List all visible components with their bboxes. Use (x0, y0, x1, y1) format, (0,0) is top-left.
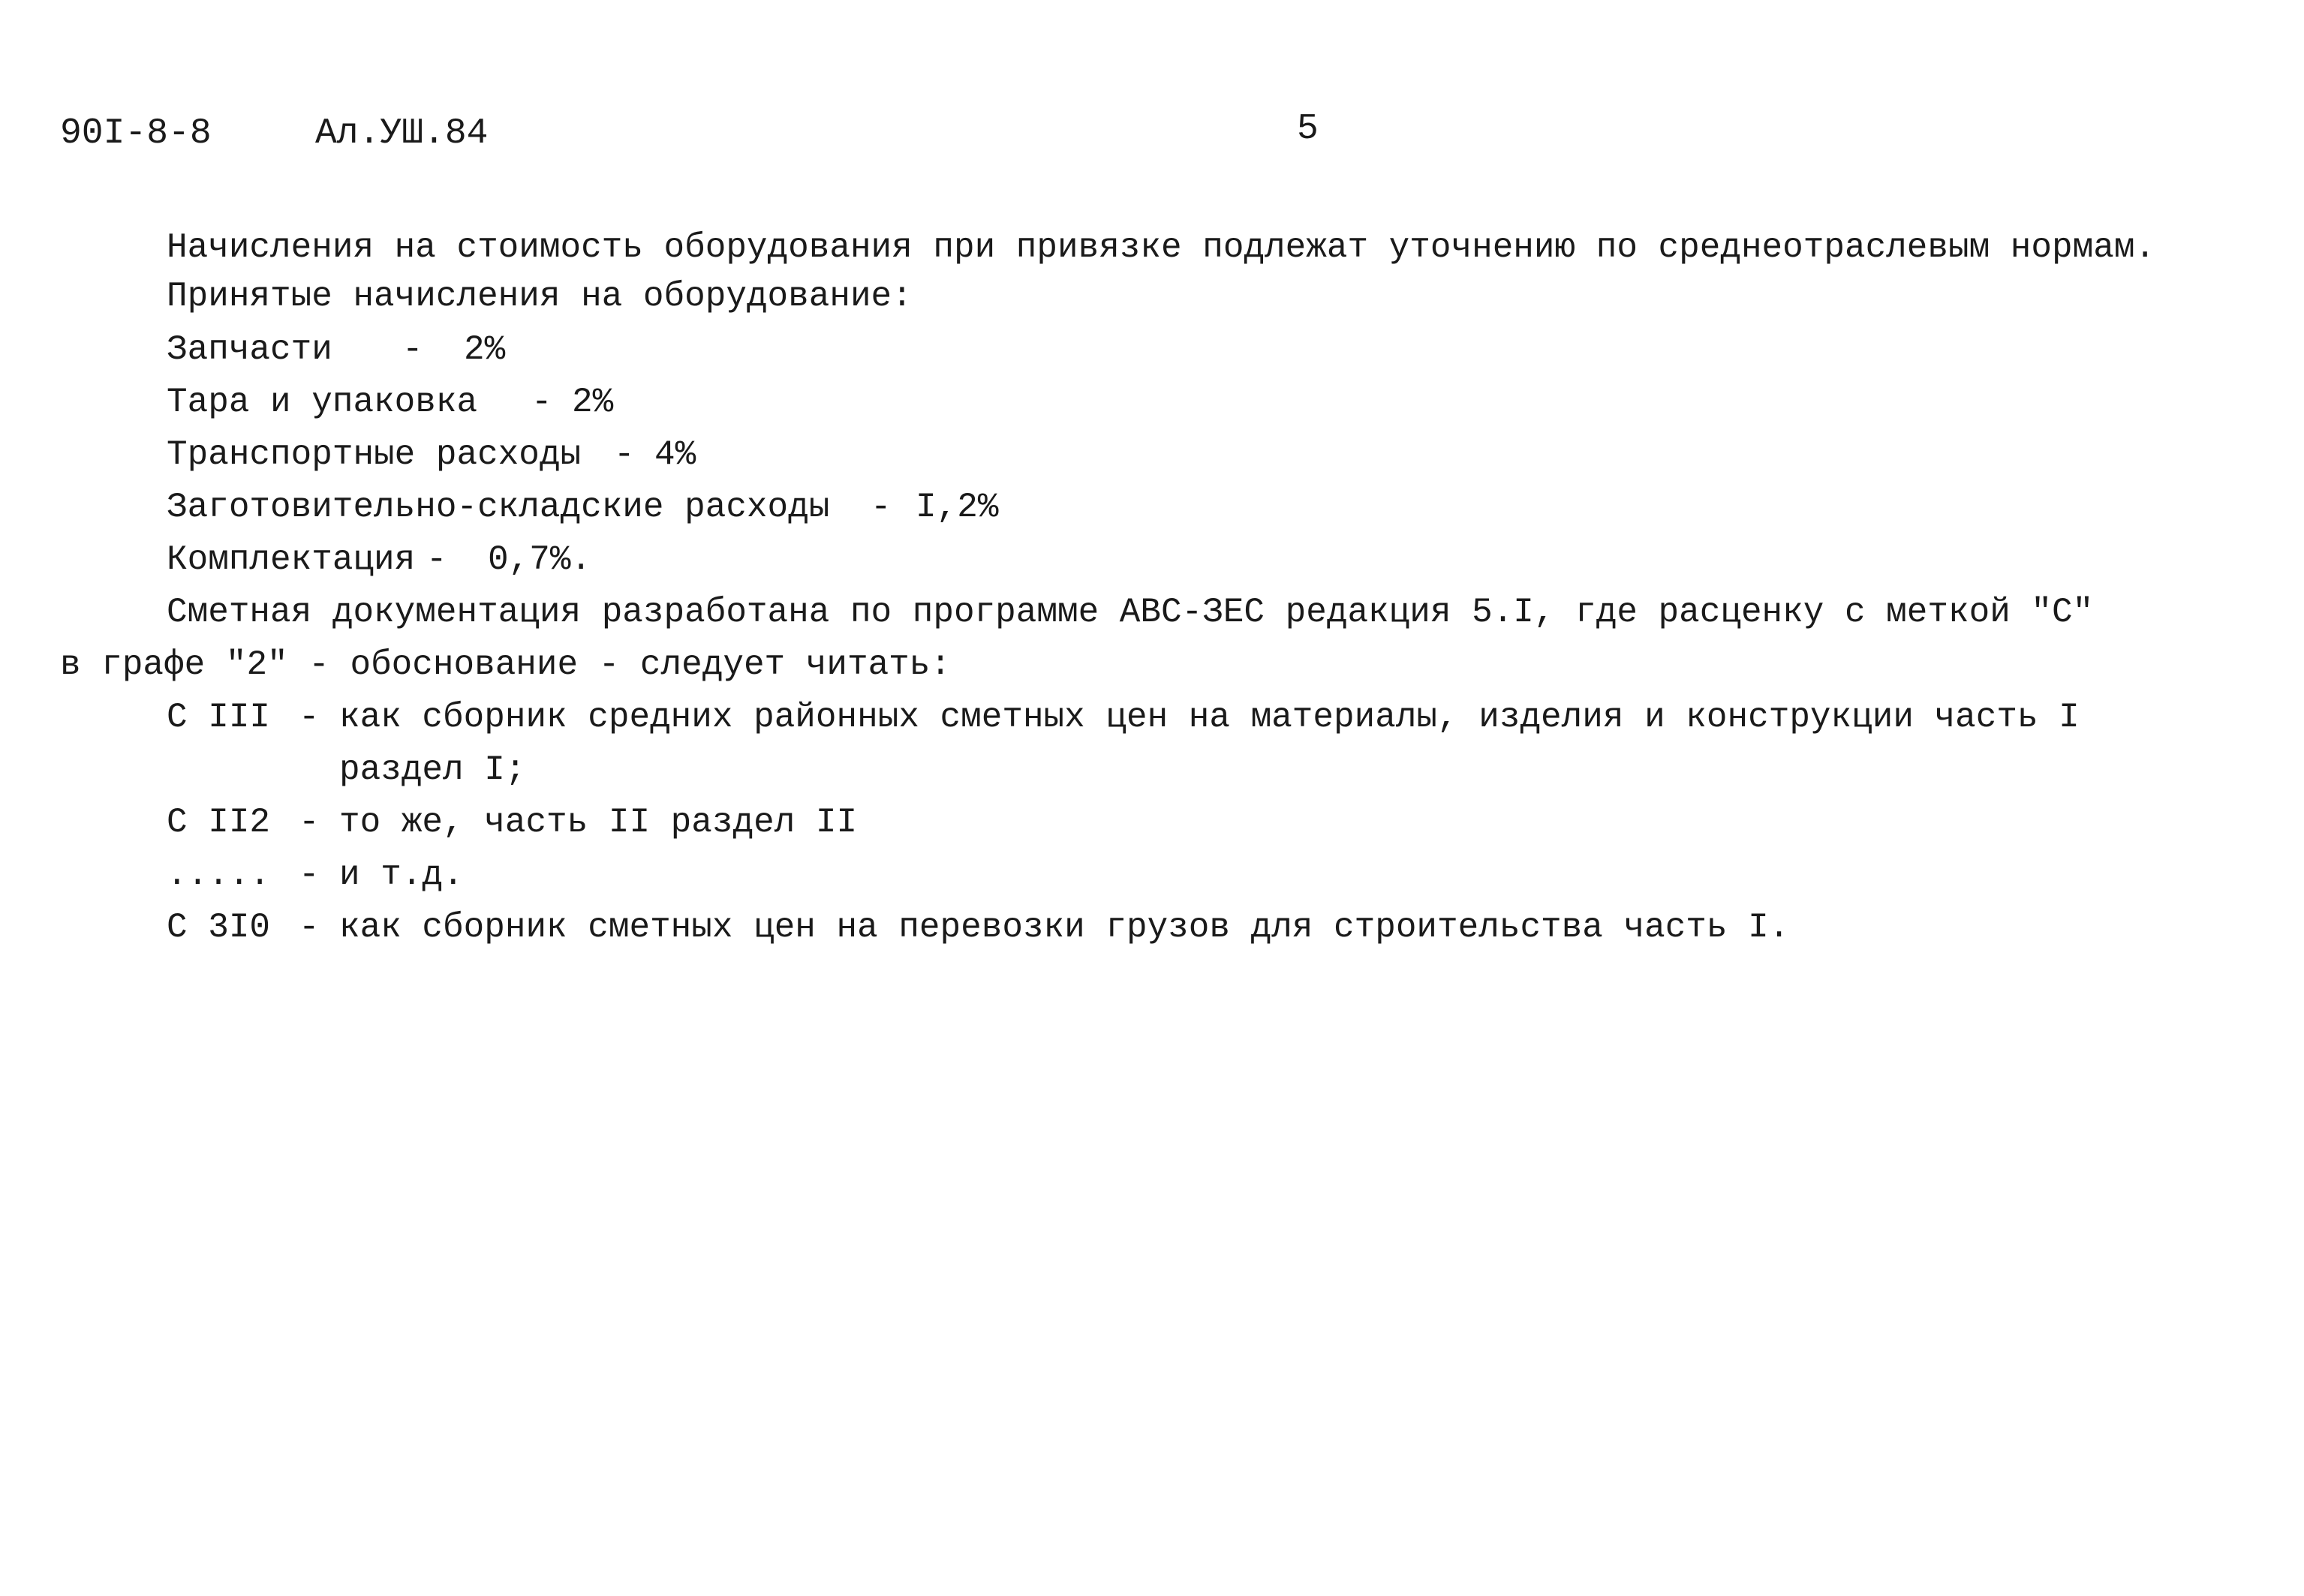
charge-name: Тара и упаковка (167, 383, 478, 422)
intro-line: Начисления на стоимость оборудования при привязке подлежат уточнению по среднеотраслевым нормам. (167, 228, 2156, 267)
code-dash: - (299, 698, 320, 737)
doc-code: 90I-8-8 (60, 113, 212, 154)
code-text: как сборник средних районных сметных цен на материалы, изделия и конструкции часть I (339, 698, 2080, 737)
code-label: ..... (167, 855, 271, 894)
charge-dash: - (402, 330, 423, 369)
code-label: С 3I0 (167, 908, 271, 947)
page-number: 5 (1297, 109, 1319, 149)
code-text: как сборник сметных цен на перевозки грузов для строительства часть I. (339, 908, 1790, 947)
accepted-title: Принятые начисления на оборудование: (167, 277, 913, 316)
estimate-line-2: в графе "2" - обоснование - следует читать: (60, 645, 951, 684)
charge-name: Заготовительно-складские расходы (167, 488, 830, 527)
charge-dash: - (531, 383, 552, 422)
code-dash: - (299, 803, 320, 842)
charge-value: 0,7%. (488, 540, 592, 579)
charge-name: Комплектация (167, 540, 416, 579)
charge-value: 4% (654, 435, 696, 474)
code-text: то же, часть II раздел II (339, 803, 858, 842)
charge-dash: - (614, 435, 635, 474)
code-dash: - (299, 908, 320, 947)
code-dash: - (299, 855, 320, 894)
code-label: С II2 (167, 803, 271, 842)
charge-dash: - (871, 488, 892, 527)
charge-name: Транспортные расходы (167, 435, 582, 474)
charge-value: 2% (464, 330, 506, 369)
code-text: и т.д. (339, 855, 464, 894)
charge-name: Запчасти (167, 330, 332, 369)
estimate-line-1: Сметная документация разработана по программе АВС-ЗЕС редакция 5.I, где расценку с меткой "С" (167, 593, 2094, 632)
album-code: Ал.УШ.84 (315, 113, 489, 154)
charge-dash: - (426, 540, 447, 579)
charge-value: 2% (572, 383, 614, 422)
charge-value: I,2% (916, 488, 999, 527)
code-label: С III (167, 698, 271, 737)
code-text-continuation: раздел I; (339, 750, 526, 789)
